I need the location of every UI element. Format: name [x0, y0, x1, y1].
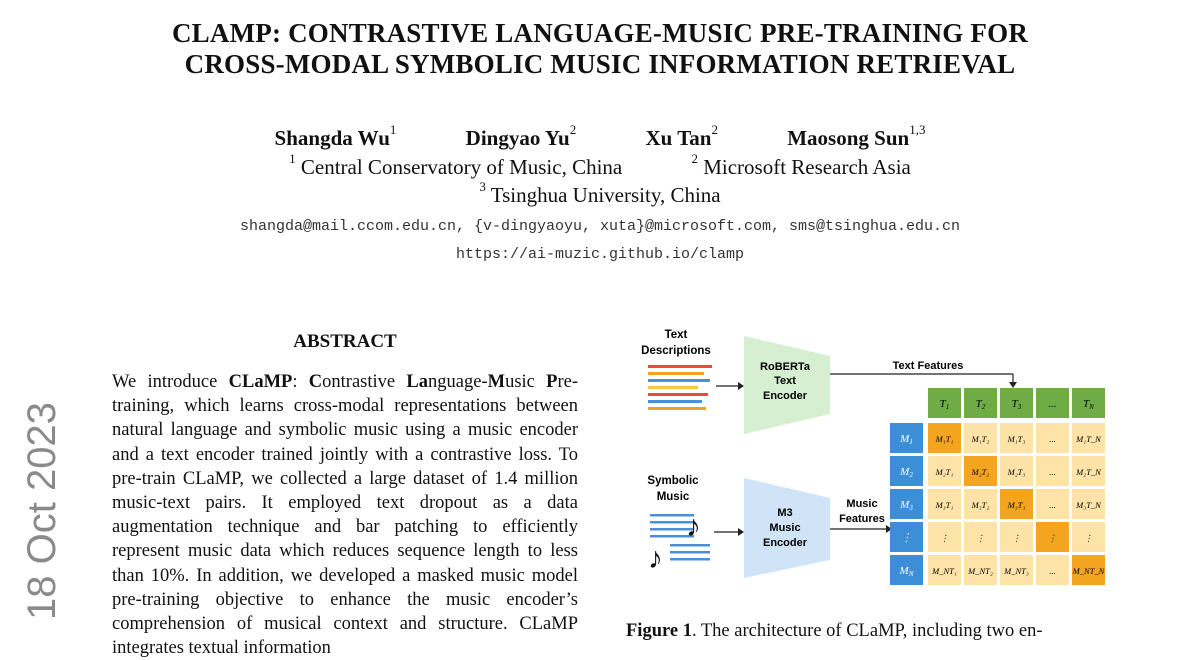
music-feature-header-label: M2	[900, 466, 913, 479]
similarity-cell-label: M₃T_N	[1076, 500, 1101, 510]
abstract-body: We introduce CLaMP: Contrastive Language-Music Pre-training, which learns cross-modal representations between natural language and symbolic music using a music encoder and a text encoder trained jointly with a contrastive loss. To pre-train CLaMP, we collected a large dataset of 1.4 million music-text pairs. It employed text dropout as a data augmentation technique and bar patching to efficiently represent music data which reduces sequence length to less than 10%. In addition, we developed a masked music model pre-training objective to enhance the music encoder’s comprehension of musical context and structure. CLaMP integrates textual information	[112, 372, 579, 659]
similarity-cell-label: ...	[1049, 500, 1056, 510]
text-feature-header-label: ...	[1048, 398, 1057, 410]
paper-title	[0, 18, 1200, 80]
similarity-cell-label: ...	[1049, 566, 1056, 576]
author: Xu Tan$^2$	[645, 122, 718, 150]
similarity-cell-label: ⋮	[940, 533, 949, 543]
text-encoder-label-3: Encoder	[762, 390, 808, 402]
sheet-music-icon	[648, 510, 710, 575]
music-encoder-label-1: M3	[777, 507, 793, 519]
similarity-cell-label: M_NT₁	[932, 566, 957, 576]
similarity-cell-label: M₁T₃	[1007, 434, 1026, 444]
svg-text:♪: ♪	[686, 510, 701, 543]
music-features-label-1: Music	[846, 498, 878, 510]
text-lines-icon	[648, 365, 712, 410]
author: Maosong Sun$^{1,3}$	[787, 122, 926, 150]
music-feature-header-label: M3	[900, 499, 913, 512]
svg-text:♪: ♪	[648, 542, 663, 575]
music-feature-header-label: M1	[900, 433, 913, 446]
title-line-2: CROSS-MODAL SYMBOLIC MUSIC INFORMATION RETRIEVAL	[184, 49, 1016, 79]
similarity-cell-label: M₃T₃	[1007, 500, 1026, 510]
similarity-cell-label: M_NT₃	[1004, 566, 1029, 576]
music-features-label-2: Features	[839, 513, 885, 525]
text-feature-header-label: T1	[939, 398, 950, 411]
text-encoder-label-1: RoBERTa	[760, 361, 810, 373]
text-feature-header-label: TN	[1083, 398, 1094, 411]
music-feature-header-label: MN	[899, 565, 914, 578]
affiliations-row-1	[0, 151, 1200, 180]
abstract-heading: ABSTRACT	[293, 331, 397, 352]
text-input-label-2: Descriptions	[641, 345, 711, 357]
clamp-architecture-figure	[630, 322, 1105, 594]
similarity-cell-label: M₁T₂	[971, 434, 990, 444]
similarity-cell-label: M₃T₁	[935, 500, 954, 510]
author-list	[0, 122, 1200, 151]
author: Dingyao Yu$^2$	[465, 122, 577, 150]
music-input-label-1: Symbolic	[647, 475, 699, 487]
similarity-cell-label: ...	[1049, 467, 1056, 477]
music-encoder-label-2: Music	[769, 522, 801, 534]
similarity-cell-label: M₂T_N	[1076, 467, 1101, 477]
similarity-cell-label: M₃T₂	[971, 500, 990, 510]
similarity-cell-label: M₂T₂	[971, 467, 990, 477]
author: Shangda Wu$^1$	[274, 122, 397, 150]
similarity-matrix	[890, 388, 1106, 585]
arxiv-date-stamp: 18 Oct 2023	[20, 402, 64, 620]
similarity-cell-label: M₁T₁	[935, 434, 954, 444]
title-line-1: CLAMP: CONTRASTIVE LANGUAGE-MUSIC PRE-TRAINING FOR	[171, 18, 1029, 48]
similarity-cell-label: ⋮	[1012, 533, 1021, 543]
similarity-cell-label: M_NT₂	[968, 566, 993, 576]
similarity-cell-label: M₂T₃	[1007, 467, 1026, 477]
text-feature-header-label: T2	[975, 398, 986, 411]
similarity-cell-label: M₂T₁	[935, 467, 954, 477]
affiliation: $^1$ Central Conservatory of Music, China	[289, 151, 623, 179]
project-url[interactable]: https://ai-muzic.github.io/clamp	[455, 246, 745, 263]
author-emails: shangda@mail.ccom.edu.cn, {v-dingyaoyu, xuta}@microsoft.com, sms@tsinghua.edu.cn	[239, 218, 961, 235]
similarity-cell-label: ...	[1049, 434, 1056, 444]
music-input-label-2: Music	[656, 491, 690, 503]
text-features-label: Text Features	[892, 360, 964, 372]
text-feature-header-label: T3	[1011, 398, 1022, 411]
affiliation: $^2$ Microsoft Research Asia	[691, 151, 911, 179]
text-encoder-label-2: Text	[774, 375, 796, 387]
figure-caption: Figure 1. The architecture of CLaMP, including two en-	[626, 621, 1043, 641]
music-encoder-label-3: Encoder	[762, 537, 808, 549]
affiliations-row-2	[0, 179, 1200, 208]
similarity-cell-label: M_NT_N	[1072, 566, 1105, 576]
music-feature-header-label: ⋮	[901, 532, 912, 544]
similarity-cell-label: ⋮	[1048, 533, 1057, 543]
similarity-cell-label: ⋮	[976, 533, 985, 543]
similarity-cell-label: ⋮	[1084, 533, 1093, 543]
affiliation: $^3$ Tsinghua University, China	[479, 179, 721, 207]
similarity-cell-label: M₁T_N	[1076, 434, 1101, 444]
text-input-label-1: Text	[664, 329, 688, 341]
